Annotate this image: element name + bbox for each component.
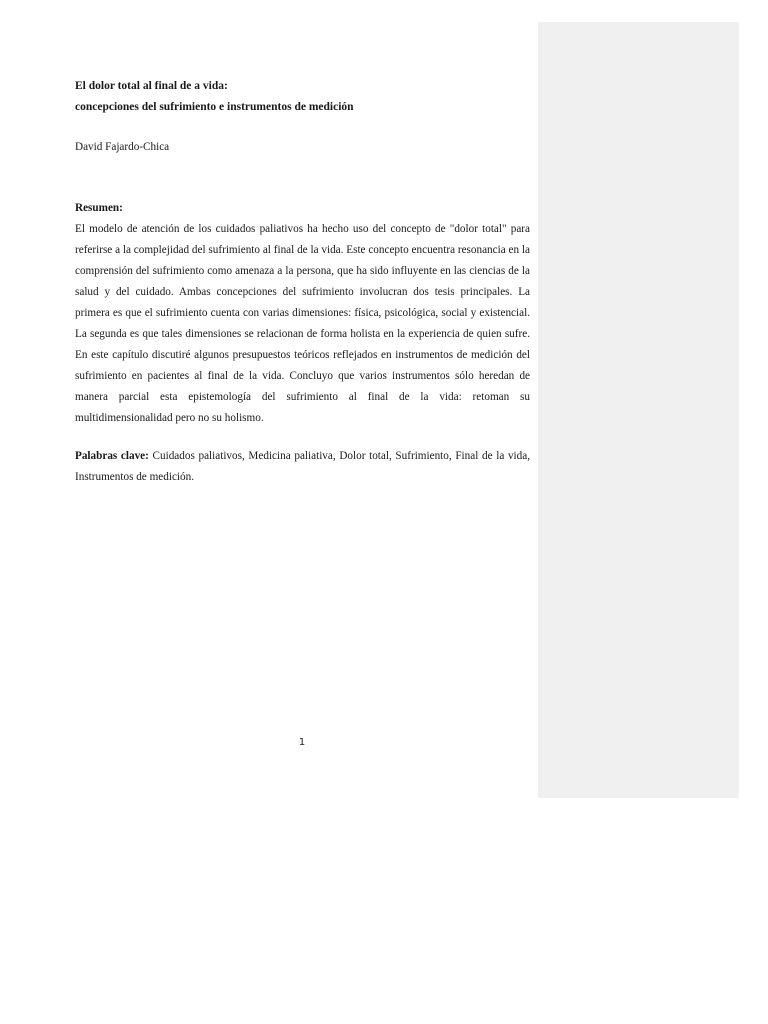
keywords-label: Palabras clave:	[75, 450, 149, 462]
document-title	[75, 76, 530, 118]
title-line-2: concepciones del sufrimiento e instrumentos de medición	[75, 101, 354, 113]
abstract-heading: Resumen:	[75, 202, 123, 214]
page-number: 1	[298, 737, 306, 748]
abstract-paragraph: El modelo de atención de los cuidados paliativos ha hecho uso del concepto de "dolor total" para referirse a la complejidad del sufrimiento al final de la vida. Este concepto encuentra resonancia en la comprensión del sufrimiento como amenaza a la persona, que ha sido influyente en las ciencias de la salud y del cuidado. Ambas concepciones del sufrimiento involucran dos tesis principales. La primera es que el sufrimiento cuenta con varias dimensiones: física, psicológica, social y existencial. La segunda es que tales dimensiones se relacionan de forma holista en la experiencia de quien sufre. En este capítulo discutiré algunos presupuestos teóricos reflejados en instrumentos de medición del sufrimiento en pacientes al final de la vida. Concluyo que varios instrumentos sólo heredan de manera parcial esta epistemología del sufrimiento al final de la vida: retoman su multidimensionalidad pero no su holismo.	[75, 223, 530, 424]
title-line-1: El dolor total al final de a vida:	[75, 80, 228, 92]
author-name: David Fajardo-Chica	[75, 141, 170, 153]
page-content	[75, 76, 530, 488]
keywords-list: Cuidados paliativos, Medicina paliativa, Dolor total, Sufrimiento, Final de la vida, Instrumentos de medición.	[75, 450, 531, 483]
keywords-paragraph	[75, 446, 530, 488]
comment-margin-pane	[538, 22, 739, 798]
